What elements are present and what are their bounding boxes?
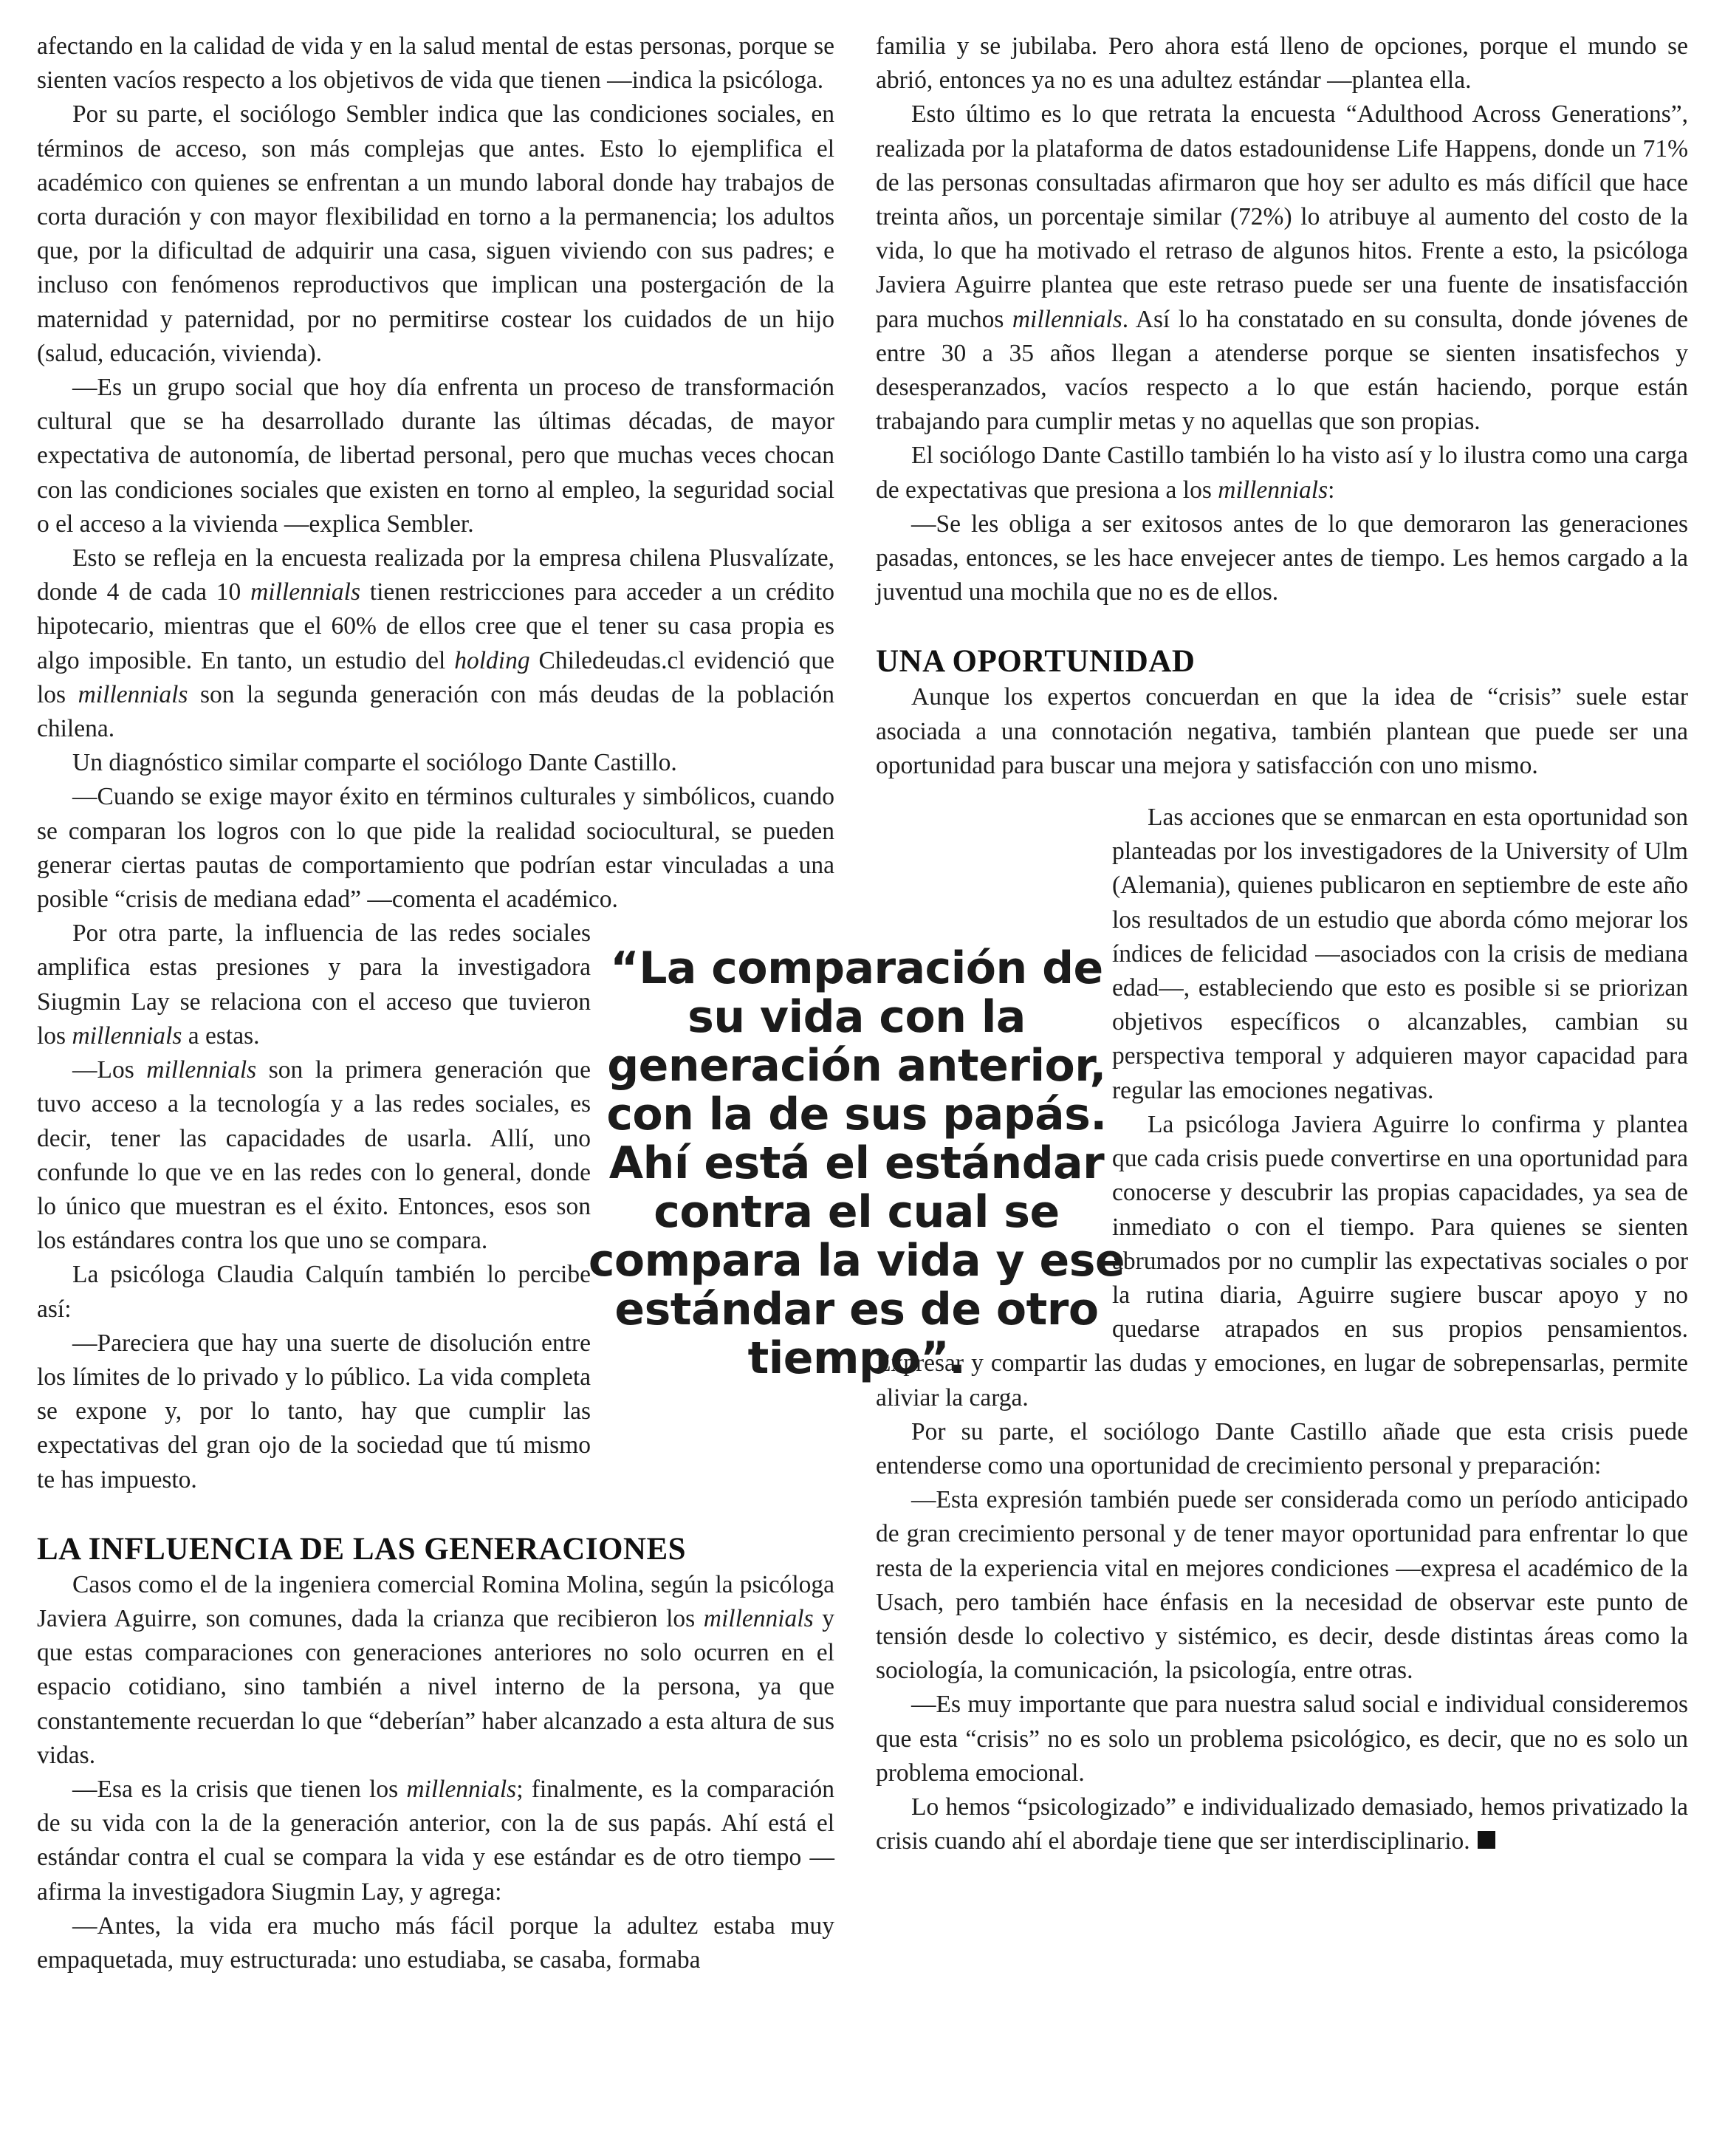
paragraph: afectando en la calidad de vida y en la salud mental de estas personas, porque se sienten vacíos respecto a los objetivos de vida que tienen —indica la psicóloga.: [37, 32, 834, 95]
paragraph: —Los millennials son la primera generación que tuvo acceso a la tecnología y a las redes sociales, es decir, tener las capacidades de usarla. Allí, uno confunde lo que ve en las redes con lo general, donde lo único que muestran es el éxito. Entonces, esos son los estándares contra los que uno se compara.: [37, 1056, 591, 1255]
paragraph: —Cuando se exige mayor éxito en términos culturales y simbólicos, cuando se comparan los logros con lo que pide la realidad sociocultural, se pueden generar ciertas pautas de comportamiento que podrían estar vinculadas a una posible “crisis de mediana edad” —comenta el académico.: [37, 783, 834, 914]
paragraph: Esto se refleja en la encuesta realizada por la empresa chilena Plusvalízate, donde 4 de cada 10 millennials tienen restricciones para acceder a un crédito hipotecario, mientras que el 60% de ellos cree que el tener su casa propia es algo imposible. En tanto, un estudio del holding Chiledeudas.cl evidenció que los millennials son la segunda generación con más deudas de la población chilena.: [37, 544, 834, 743]
paragraph: Esto último es lo que retrata la encuesta “Adulthood Across Generations”, realizada por la plataforma de datos estadounidense Life Happens, donde un 71% de las personas consultadas afirmaron que hoy ser adulto es más difícil que hace treinta años, un porcentaje similar (72%) lo atribuye al aumento del costo de la vida, lo que ha motivado el retraso de algunos hitos. Frente a esto, la psicóloga Javiera Aguirre plantea que este retraso puede ser una fuente de insatisfacción para muchos millennials. Así lo ha constatado en su consulta, donde jóvenes de entre 30 a 35 años llegan a atenderse porque se sienten insatisfechos y desesperanzados, vacíos respecto a lo que están haciendo, porque están trabajando para cumplir metas y no aquellas que son propias.: [876, 100, 1688, 436]
paragraph: Por otra parte, la influencia de las redes sociales amplifica estas presiones y para la investigadora Siugmin Lay se relaciona con el acceso que tuvieron los millennials a estas.: [37, 920, 591, 1050]
paragraph: El sociólogo Dante Castillo también lo ha visto así y lo ilustra como una carga de expectativas que presiona a los millennials:: [876, 442, 1688, 504]
paragraph: Por su parte, el sociólogo Sembler indica que las condiciones sociales, en términos de acceso, son más complejas que antes. Esto lo ejemplifica el académico con quienes se enfrentan a un mundo laboral donde hay trabajos de corta duración y con mayor flexibilidad en torno a la permanencia; los adultos que, por la dificultad de adquirir una casa, siguen viviendo con sus padres; e incluso con fenómenos reproductivos que implican una postergación de la maternidad y paternidad, por no permitirse costear los cuidados de un hijo (salud, educación, vivienda).: [37, 100, 834, 367]
paragraph: —Esta expresión también puede ser considerada como un período anticipado de gran crecimiento personal y de tener mayor oportunidad para enfrentar lo que resta de la experiencia vital en mejores condiciones —expresa el académico de la Usach, pero también hace énfasis en la necesidad de observar este punto de tensión desde lo colectivo y sistémico, es decir, desde distintas áreas como la sociología, la comunicación, la psicología, entre otras.: [876, 1486, 1688, 1685]
paragraph: —Es un grupo social que hoy día enfrenta un proceso de transformación cultural que se ha desarrollado durante las últimas décadas, de mayor expectativa de autonomía, de libertad personal, pero que muchas veces chocan con las condiciones sociales que existen en torno al empleo, la seguridad social o el acceso a la vivienda —explica Sembler.: [37, 374, 834, 538]
paragraph: —Esa es la crisis que tienen los millennials; finalmente, es la comparación de su vida con la de la generación anterior, con la de sus papás. Ahí está el estándar contra el cual se compara la vida y ese estándar es de otro tiempo —afirma la investigadora Siugmin Lay, y agrega:: [37, 1775, 834, 1906]
paragraph: Por su parte, el sociólogo Dante Castillo añade que esta crisis puede entenderse como una oportunidad de crecimiento personal y preparación:: [876, 1417, 1688, 1479]
paragraph: Casos como el de la ingeniera comercial Romina Molina, según la psicóloga Javiera Aguirre, son comunes, dada la crianza que recibieron los millennials y que estas comparaciones con generaciones anteriores no solo ocurren en el espacio cotidiano, sino también a nivel interno de la persona, ya que constantemente recuerdan lo que “deberían” haber alcanzado a esta altura de sus vidas.: [37, 1570, 834, 1769]
paragraph: Un diagnóstico similar comparte el sociólogo Dante Castillo.: [72, 749, 677, 777]
paragraph: La psicóloga Claudia Calquín también lo percibe así:: [37, 1261, 591, 1323]
paragraph: La psicóloga Javiera Aguirre lo confirma y plantea que cada crisis puede convertirse en una oportunidad para conocerse y descubrir las propias capacidades, ya sea de inmediato o con el tiempo. Para quienes se sienten abrumados por no cumplir las expectativas sociales o por la rutina diaria, Aguirre sugiere buscar apoyo y no quedarse atrapados en sus propios pensamientos. Expresar y compartir las dudas y emociones, en lugar de sobrepensarlas, permite aliviar la carga.: [876, 1110, 1688, 1411]
section-heading: LA INFLUENCIA DE LAS GENERACIONES: [37, 1531, 687, 1567]
paragraph: Aunque los expertos concuerdan en que la idea de “crisis” suele estar asociada a una connotación negativa, también plantean que puede ser una oportunidad para buscar una mejora y satisfacción con uno mismo.: [876, 683, 1688, 779]
paragraph: Las acciones que se enmarcan en esta oportunidad son planteadas por los investigadores de la University of Ulm (Alemania), quienes publicaron en septiembre de este año los resultados de un estudio que aborda cómo mejorar los índices de felicidad —asociados con la crisis de mediana edad—, estableciendo que esto es posible si se priorizan objetivos específicos o alcanzables, cambian su perspectiva temporal y adquieren mayor capacidad para regular las emociones negativas.: [1112, 804, 1688, 1104]
paragraph: —Se les obliga a ser exitosos antes de lo que demoraron las generaciones pasadas, entonces, se les hace envejecer antes de tiempo. Les hemos cargado a la juventud una mochila que no es de ellos.: [876, 510, 1688, 606]
paragraph: Lo hemos “psicologizado” e individualizado demasiado, hemos privatizado la crisis cuando ahí el abordaje tiene que ser interdisciplinario.: [876, 1793, 1688, 1855]
section-heading: UNA OPORTUNIDAD: [876, 644, 1196, 680]
pull-quote: “La comparación de su vida con la generación anterior, con la de sus papás. Ahí está el estándar contra el cual se compara la vida y ese estándar es de otro tiempo”.: [588, 942, 1125, 1384]
paragraph: —Antes, la vida era mucho más fácil porque la adultez estaba muy empaquetada, muy estructurada: uno estudiaba, se casaba, formaba: [37, 1912, 834, 1974]
end-of-article-mark: [1478, 1831, 1495, 1849]
paragraph: familia y se jubilaba. Pero ahora está lleno de opciones, porque el mundo se abrió, entonces ya no es una adultez estándar —plantea ella.: [876, 32, 1688, 95]
paragraph: —Pareciera que hay una suerte de disolución entre los límites de lo privado y lo público. La vida completa se expone y, por lo tanto, hay que cumplir las expectativas del gran ojo de la sociedad que tú mismo te has impuesto.: [37, 1329, 591, 1493]
paragraph: —Es muy importante que para nuestra salud social e individual consideremos que esta “crisis” no es solo un problema psicológico, es decir, que no es solo un problema emocional.: [876, 1691, 1688, 1787]
